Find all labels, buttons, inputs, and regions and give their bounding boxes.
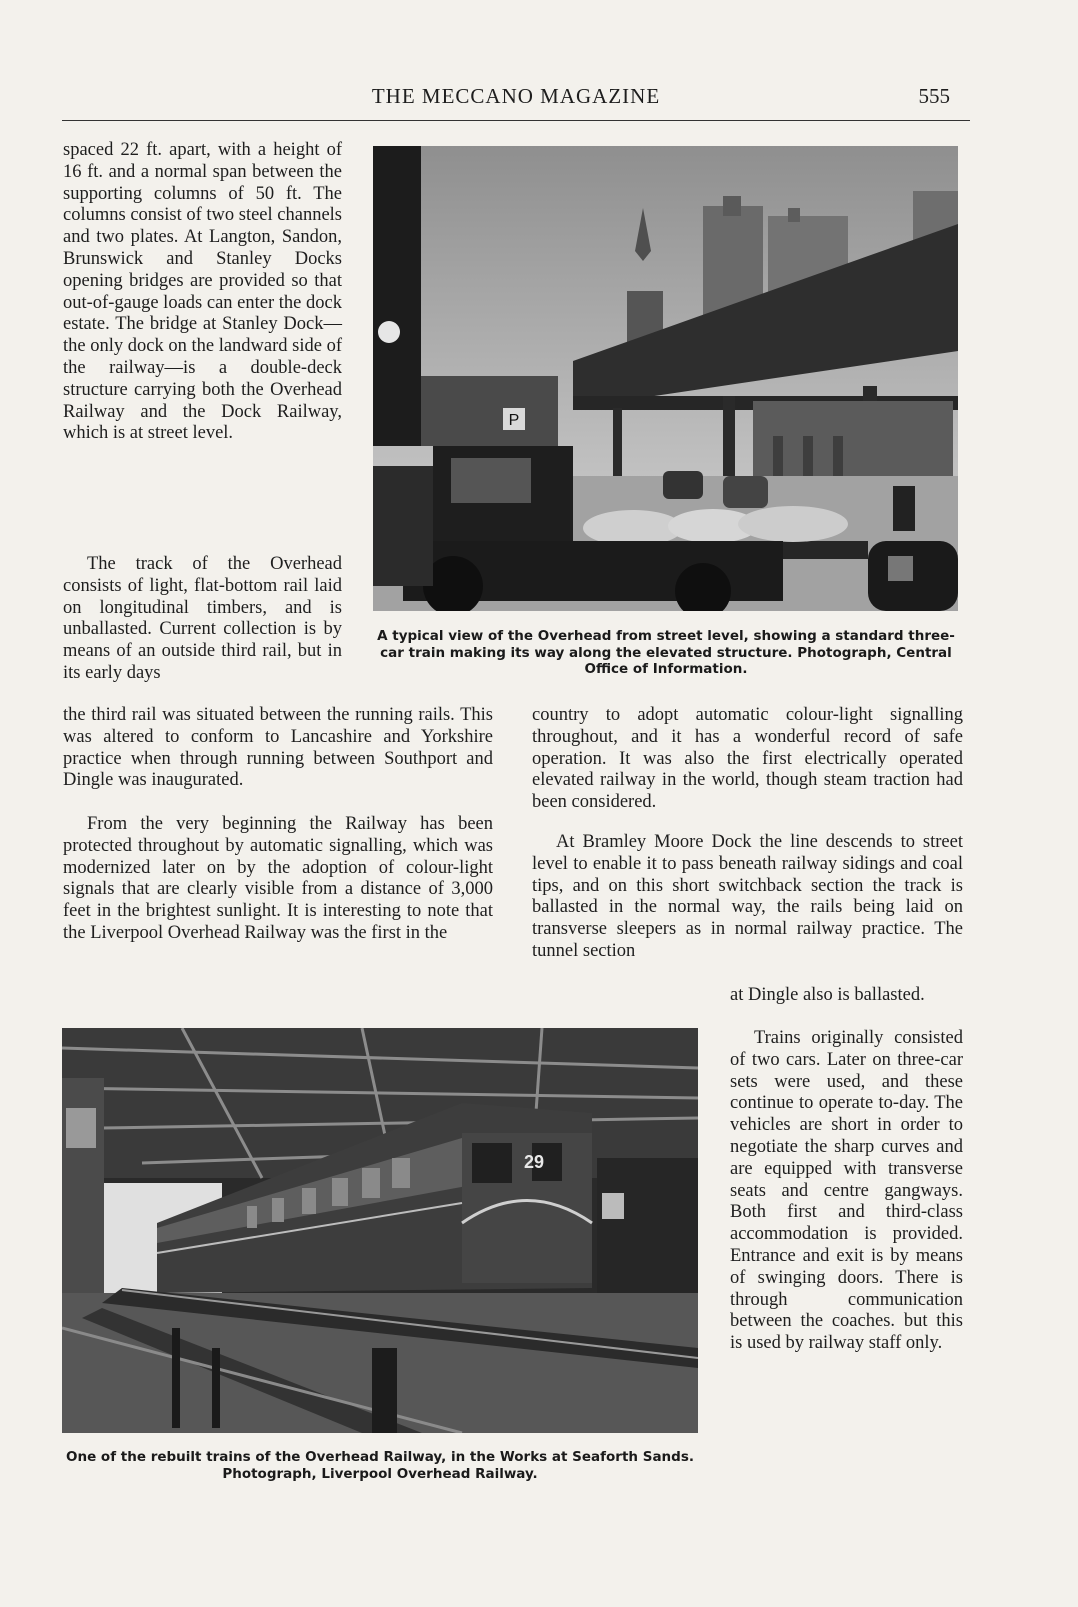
running-title: THE MECCANO MAGAZINE <box>371 84 661 108</box>
parking-sign: P <box>508 412 520 429</box>
paragraph-track-start: The track of the Overhead consists of light, flat-bottom rail laid on longitudinal timbers, and is unballasted. Current collection is by means of an outside third rail, but in its early days <box>63 554 342 683</box>
overhead-street-photo-image <box>373 146 958 611</box>
paragraph-train-cars: Trains originally consisted of two cars. Later on three-car sets were used, and these continue to operate to-day. The vehicles are short in order to negotiate the sharp curves and are equipped with transverse seats and centre gangways. Both first and third-class accommodation is provided. Entrance and exit is by means of swinging doors. There is through communication between the coaches. but this is used by railway staff only. <box>730 1028 963 1354</box>
top-photo-caption: A typical view of the Overhead from street level, showing a standard three-car train making its way along the elevated structure. Photograph, Central Office of Information. <box>377 628 955 677</box>
page-header <box>62 84 970 121</box>
paragraph-bridges: spaced 22 ft. apart, with a height of 16 ft. and a normal span between the supporting columns of 50 ft. The columns consist of two steel channels and two plates. At Langton, Sandon, Brunswick and Stanley Docks opening bridges are provided so that out-of-gauge loads can enter the dock estate. The bridge at Stanley Dock—the only dock on the landward side of the railway—is a double-deck structure carrying both the Overhead Railway and the Dock Railway, which is at street level. <box>63 140 342 444</box>
bottom-photo-caption: One of the rebuilt trains of the Overhead Railway, in the Works at Seaforth Sands. Photograph, Liverpool Overhead Railway. <box>65 1449 694 1482</box>
paragraph-signalling: From the very beginning the Railway has been protected throughout by automatic signalling, which was modernized later on by the adoption of colour-light signals that are clearly visible from a distance of 3,000 feet in the brightest sunlight. It is interesting to note that the Liverpool Overhead Railway was the first in the <box>63 814 493 943</box>
paragraph-third-rail: the third rail was situated between the running rails. This was altered to conform to Lancashire and Yorkshire practice when through running between Southport and Dingle was inaugurated. <box>63 705 493 791</box>
works-train-photo <box>62 1028 698 1433</box>
paragraph-dingle-tunnel: at Dingle also is ballasted. <box>730 985 925 1005</box>
works-train-photo-image <box>62 1028 698 1433</box>
page-number: 555 <box>918 84 950 108</box>
train-number: 29 <box>524 1152 545 1172</box>
overhead-street-photo <box>373 146 958 611</box>
paragraph-bramley-moore: At Bramley Moore Dock the line descends to street level to enable it to pass beneath railway sidings and coal tips, and on this short switchback section the track is ballasted in the normal way, the rails being laid on transverse sleepers as in normal railway practice. The tunnel section <box>532 832 963 961</box>
paragraph-first-railway: country to adopt automatic colour-light signalling throughout, and it has a wonderful record of safe operation. It was also the first electrically operated elevated railway in the world, though steam traction had been considered. <box>532 705 963 813</box>
